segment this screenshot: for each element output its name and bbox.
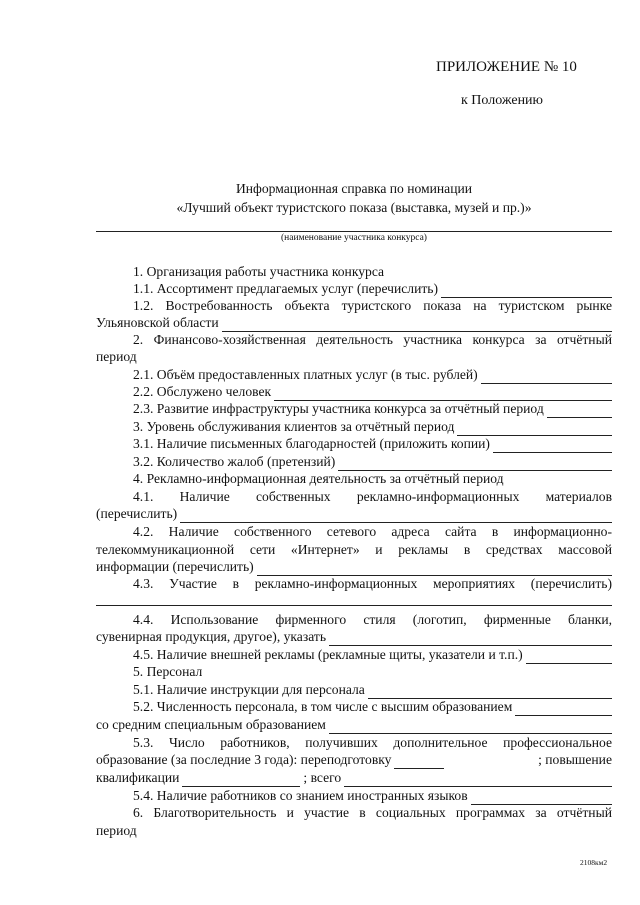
section-6-line-2: период [96,823,137,838]
item-5-2-label: 5.2. Численность персонала, в том числе с высшим образованием [133,699,513,714]
item-4-1-line-1: 4.1. Наличие собственных рекламно-информационных материалов [133,489,612,504]
item-2-1 [96,366,612,384]
item-4-2-line-2: телекоммуникационной сети «Интернет» и рекламы в средствах массовой [96,542,612,557]
item-4-5-field[interactable] [526,650,612,664]
item-4-1-line-2 [96,505,612,523]
item-3-1-label: 3.1. Наличие письменных благодарностей (приложить копии) [133,436,490,451]
item-2-3 [96,400,612,418]
section-6-line-1: 6. Благотворительность и участие в социальных программах за отчётный [133,805,612,820]
participant-name-line[interactable] [96,231,612,232]
item-2-3-field[interactable] [547,404,612,418]
section-2-line-1: 2. Финансово-хозяйственная деятельность участника конкурса за отчётный [133,332,612,347]
appendix-number: ПРИЛОЖЕНИЕ № 10 [436,59,577,75]
item-2-2 [96,383,612,401]
item-3-2-label: 3.2. Количество жалоб (претензий) [133,454,336,469]
item-2-1-field[interactable] [481,370,612,384]
item-2-2-label: 2.2. Обслужено человек [133,384,272,399]
item-1-1-label: 1.1. Ассортимент предлагаемых услуг (перечислить) [133,281,439,296]
item-5-3-total-label: ; всего [303,770,342,785]
item-4-4-label: сувенирная продукция, другое), указать [96,629,327,644]
item-5-1-field[interactable] [368,685,612,699]
item-4-1-label: (перечислить) [96,506,178,521]
item-1-2-line-2 [96,314,612,332]
item-4-2-field[interactable] [257,562,612,576]
item-4-2-line-1: 4.2. Наличие собственного сетевого адреса сайта в информационно- [133,524,612,539]
section-4: 4. Рекламно-информационная деятельность за отчётный период [133,471,504,486]
item-5-4 [96,787,612,805]
item-4-4-field[interactable] [329,632,612,646]
item-2-2-field[interactable] [274,387,612,401]
section-5: 5. Персонал [133,664,203,679]
item-4-4-line-1: 4.4. Использование фирменного стиля (логотип, фирменные бланки, [133,612,612,627]
item-5-2-secondary-label: со средним специальным образованием [96,717,326,732]
item-5-2-higher-field[interactable] [515,702,612,716]
item-3-2 [96,453,612,471]
item-4-5 [96,646,612,664]
item-4-2-line-3 [96,558,612,576]
item-1-2-line-1: 1.2. Востребованность объекта туристского показа на туристском рынке [133,298,612,313]
title-line-2: «Лучший объект туристского показа (выставка, музей и пр.)» [176,200,532,215]
item-5-2-line-1 [96,698,612,716]
item-1-2-field[interactable] [222,318,612,332]
item-5-3-retraining-label: образование (за последние 3 года): переподготовку [96,752,392,767]
item-5-3-improvement-label: ; повышение [538,752,612,767]
item-4-1-field[interactable] [180,509,612,523]
section-1: 1. Организация работы участника конкурса [133,264,385,279]
item-1-1-field[interactable] [441,284,612,298]
section-3-field[interactable] [457,422,612,436]
item-5-1 [96,681,612,699]
item-5-4-field[interactable] [471,791,612,805]
section-3-label: 3. Уровень обслуживания клиентов за отчётный период [133,419,455,434]
item-5-3-qualification-field[interactable] [182,773,300,787]
item-4-3-field[interactable] [96,605,612,606]
item-5-4-label: 5.4. Наличие работников со знанием иностранных языков [133,788,468,803]
title-line-1: Информационная справка по номинации [235,181,473,196]
item-5-3-total-field[interactable] [344,773,612,787]
item-3-2-field[interactable] [338,457,612,471]
item-5-3-retraining-field[interactable] [394,755,444,769]
item-5-3-qualification-label: квалификации [96,770,180,785]
item-5-3-line-3 [96,769,612,787]
section-2-line-2: период [96,349,137,364]
item-2-3-label: 2.3. Развитие инфраструктуры участника конкурса за отчётный период [133,401,544,416]
item-4-2-label: информации (перечислить) [96,559,254,574]
item-3-1 [96,435,612,453]
item-5-3-line-2 [96,751,612,769]
footer-code: 2108км2 [580,858,608,867]
item-4-4-line-2 [96,628,612,646]
item-4-3-line-1: 4.3. Участие в рекламно-информационных мероприятиях (перечислить) [133,576,612,591]
item-2-1-label: 2.1. Объём предоставленных платных услуг (в тыс. рублей) [133,367,478,382]
item-3-1-field[interactable] [493,439,612,453]
participant-name-caption: (наименование участника конкурса) [281,233,427,243]
item-5-2-line-2 [96,716,612,734]
section-3 [96,418,612,436]
item-1-2-label: Ульяновской области [96,315,219,330]
to-regulation: к Положению [461,93,544,108]
item-1-1 [96,280,612,298]
item-5-1-label: 5.1. Наличие инструкции для персонала [133,682,365,697]
item-5-3-line-1: 5.3. Число работников, получивших дополнительное профессиональное [133,735,612,750]
item-4-5-label: 4.5. Наличие внешней рекламы (рекламные щиты, указатели и т.п.) [133,647,523,662]
item-5-2-secondary-field[interactable] [329,720,612,734]
